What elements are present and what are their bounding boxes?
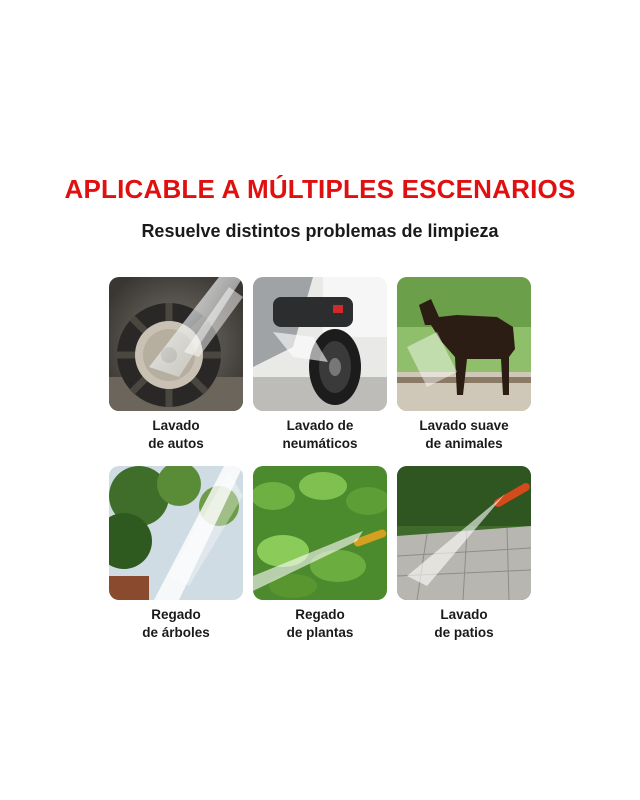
caption-car-washing: Lavado de autos bbox=[148, 418, 204, 451]
patio-washing-image bbox=[397, 466, 531, 600]
tree-watering-image bbox=[109, 466, 243, 600]
plant-watering-image bbox=[253, 466, 387, 600]
caption-patio-washing: Lavado de patios bbox=[434, 607, 494, 640]
caption-plant-watering: Regado de plantas bbox=[286, 607, 354, 640]
caption-tire-washing: Lavado de neumáticos bbox=[282, 418, 358, 451]
page-subtitle: Resuelve distintos problemas de limpieza bbox=[141, 221, 499, 241]
caption-tree-watering: Regado de árboles bbox=[142, 607, 210, 640]
page-title: APLICABLE A MÚLTIPLES ESCENARIOS bbox=[64, 174, 576, 204]
car-wheel-washing-image bbox=[109, 277, 243, 411]
caption-animal-washing: Lavado suave de animales bbox=[419, 418, 509, 451]
motorcycle-tire-washing-image bbox=[253, 277, 387, 411]
horse-washing-image bbox=[397, 277, 531, 411]
